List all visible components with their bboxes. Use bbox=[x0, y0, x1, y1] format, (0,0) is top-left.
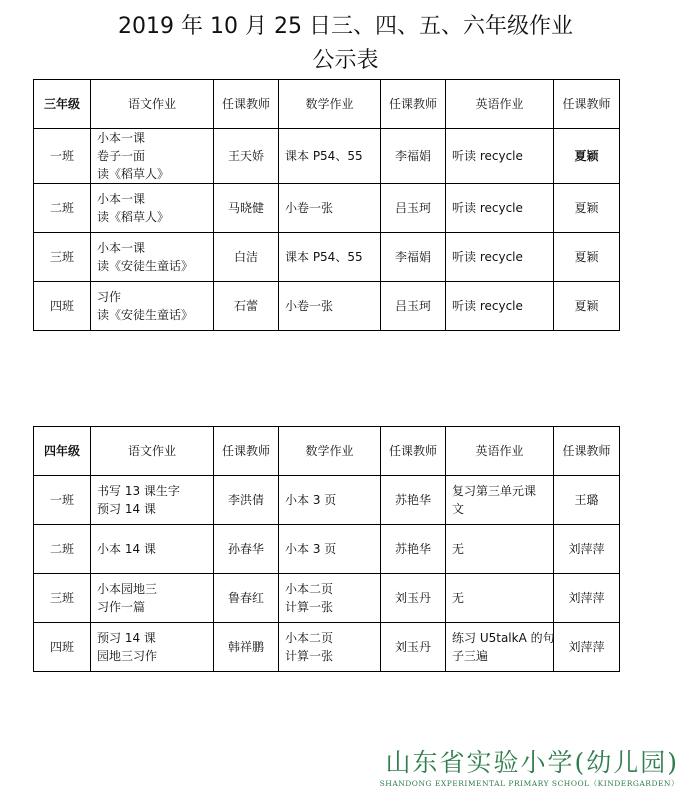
math-homework bbox=[279, 623, 381, 672]
chinese-teacher: 白洁 bbox=[214, 233, 279, 282]
header-teacher: 任课教师 bbox=[214, 427, 279, 476]
chinese-homework bbox=[91, 184, 214, 233]
homework-line: 卷子一面 bbox=[97, 149, 146, 163]
header-chinese: 语文作业 bbox=[91, 427, 214, 476]
homework-line: 书写 13 课生字 bbox=[97, 484, 180, 498]
table-header-row bbox=[34, 427, 620, 476]
class-name: 二班 bbox=[34, 184, 91, 233]
table-row bbox=[34, 282, 620, 331]
chinese-homework bbox=[91, 129, 214, 184]
math-teacher: 苏艳华 bbox=[381, 525, 446, 574]
header-teacher: 任课教师 bbox=[214, 80, 279, 129]
class-name: 一班 bbox=[34, 476, 91, 525]
math-homework bbox=[279, 574, 381, 623]
table-row bbox=[34, 574, 620, 623]
english-teacher: 夏颖 bbox=[554, 184, 620, 233]
homework-line: 读《安徒生童话》 bbox=[97, 259, 194, 273]
math-teacher: 李福娟 bbox=[381, 233, 446, 282]
homework-line: 小本二页 bbox=[285, 582, 334, 596]
header-teacher: 任课教师 bbox=[381, 80, 446, 129]
chinese-homework bbox=[91, 476, 214, 525]
math-teacher: 刘玉丹 bbox=[381, 623, 446, 672]
homework-line: 小本二页 bbox=[285, 631, 334, 645]
math-homework: 小卷一张 bbox=[279, 282, 381, 331]
table-row bbox=[34, 233, 620, 282]
header-teacher: 任课教师 bbox=[554, 427, 620, 476]
english-teacher: 夏颖 bbox=[554, 282, 620, 331]
class-name: 二班 bbox=[34, 525, 91, 574]
chinese-teacher: 李洪倩 bbox=[214, 476, 279, 525]
english-teacher: 刘萍萍 bbox=[554, 623, 620, 672]
chinese-teacher: 韩祥鹏 bbox=[214, 623, 279, 672]
homework-line: 小本一课 bbox=[97, 131, 146, 145]
english-homework: 听读 recycle bbox=[446, 233, 554, 282]
homework-line: 习作一篇 bbox=[97, 600, 146, 614]
chinese-homework bbox=[91, 623, 214, 672]
homework-line: 园地三习作 bbox=[97, 649, 158, 663]
header-teacher: 任课教师 bbox=[554, 80, 620, 129]
homework-line: 小本一课 bbox=[97, 192, 146, 206]
english-teacher: 王璐 bbox=[554, 476, 620, 525]
grade4-homework-table bbox=[33, 426, 620, 672]
english-homework: 听读 recycle bbox=[446, 282, 554, 331]
english-homework: 无 bbox=[446, 525, 554, 574]
math-homework: 课本 P54、55 bbox=[279, 129, 381, 184]
table-row bbox=[34, 623, 620, 672]
class-name: 三班 bbox=[34, 574, 91, 623]
english-homework bbox=[446, 476, 554, 525]
chinese-homework bbox=[91, 233, 214, 282]
header-math: 数学作业 bbox=[279, 427, 381, 476]
homework-line: 读《安徒生童话》 bbox=[97, 308, 194, 322]
math-homework: 小本 3 页 bbox=[279, 476, 381, 525]
homework-line: 预习 14 课 bbox=[97, 502, 156, 516]
homework-line: 计算一张 bbox=[285, 649, 334, 663]
grade-label: 三年级 bbox=[34, 80, 91, 129]
chinese-teacher: 石蕾 bbox=[214, 282, 279, 331]
chinese-homework bbox=[91, 574, 214, 623]
english-teacher: 夏颖 bbox=[554, 129, 620, 184]
homework-line: 文 bbox=[452, 502, 465, 516]
header-chinese: 语文作业 bbox=[91, 80, 214, 129]
grade3-homework-table bbox=[33, 79, 620, 331]
english-homework bbox=[446, 623, 554, 672]
header-english: 英语作业 bbox=[446, 427, 554, 476]
homework-line: 小本园地三 bbox=[97, 582, 158, 596]
homework-line: 读《稻草人》 bbox=[97, 167, 170, 181]
chinese-teacher: 孙春华 bbox=[214, 525, 279, 574]
math-teacher: 李福娟 bbox=[381, 129, 446, 184]
math-homework: 小本 3 页 bbox=[279, 525, 381, 574]
homework-line: 读《稻草人》 bbox=[97, 210, 170, 224]
school-name-en: SHANDONG EXPERIMENTAL PRIMARY SCHOOL（KINDERGARDEN） bbox=[379, 779, 679, 788]
homework-line: 复习第三单元课 bbox=[452, 484, 537, 498]
english-teacher: 夏颖 bbox=[554, 233, 620, 282]
chinese-teacher: 王天娇 bbox=[214, 129, 279, 184]
grade-label: 四年级 bbox=[34, 427, 91, 476]
table-header-row bbox=[34, 80, 620, 129]
chinese-teacher: 马晓健 bbox=[214, 184, 279, 233]
table-row bbox=[34, 525, 620, 574]
math-teacher: 吕玉珂 bbox=[381, 282, 446, 331]
homework-line: 练习 U5talkA 的句 bbox=[452, 631, 555, 645]
class-name: 一班 bbox=[34, 129, 91, 184]
table-row bbox=[34, 476, 620, 525]
homework-line: 子三遍 bbox=[452, 649, 489, 663]
school-watermark bbox=[380, 748, 679, 790]
math-teacher: 苏艳华 bbox=[381, 476, 446, 525]
class-name: 四班 bbox=[34, 282, 91, 331]
header-english: 英语作业 bbox=[446, 80, 554, 129]
table-row bbox=[34, 129, 620, 184]
english-homework: 听读 recycle bbox=[446, 129, 554, 184]
homework-line: 计算一张 bbox=[285, 600, 334, 614]
school-name-cn: 山东省实验小学(幼儿园) bbox=[385, 748, 679, 777]
homework-line: 预习 14 课 bbox=[97, 631, 156, 645]
chinese-homework bbox=[91, 282, 214, 331]
math-teacher: 刘玉丹 bbox=[381, 574, 446, 623]
english-teacher: 刘萍萍 bbox=[554, 525, 620, 574]
page-title: 2019 年 10 月 25 日三、四、五、六年级作业 bbox=[118, 14, 573, 39]
class-name: 三班 bbox=[34, 233, 91, 282]
class-name: 四班 bbox=[34, 623, 91, 672]
table-row bbox=[34, 184, 620, 233]
header-math: 数学作业 bbox=[279, 80, 381, 129]
math-teacher: 吕玉珂 bbox=[381, 184, 446, 233]
chinese-teacher: 鲁春红 bbox=[214, 574, 279, 623]
header-teacher: 任课教师 bbox=[381, 427, 446, 476]
math-homework: 课本 P54、55 bbox=[279, 233, 381, 282]
page-subtitle: 公示表 bbox=[312, 48, 379, 73]
homework-line: 习作 bbox=[97, 290, 122, 304]
homework-line: 小本一课 bbox=[97, 241, 146, 255]
english-homework: 听读 recycle bbox=[446, 184, 554, 233]
english-homework: 无 bbox=[446, 574, 554, 623]
math-homework: 小卷一张 bbox=[279, 184, 381, 233]
english-teacher: 刘萍萍 bbox=[554, 574, 620, 623]
chinese-homework: 小本 14 课 bbox=[91, 525, 214, 574]
